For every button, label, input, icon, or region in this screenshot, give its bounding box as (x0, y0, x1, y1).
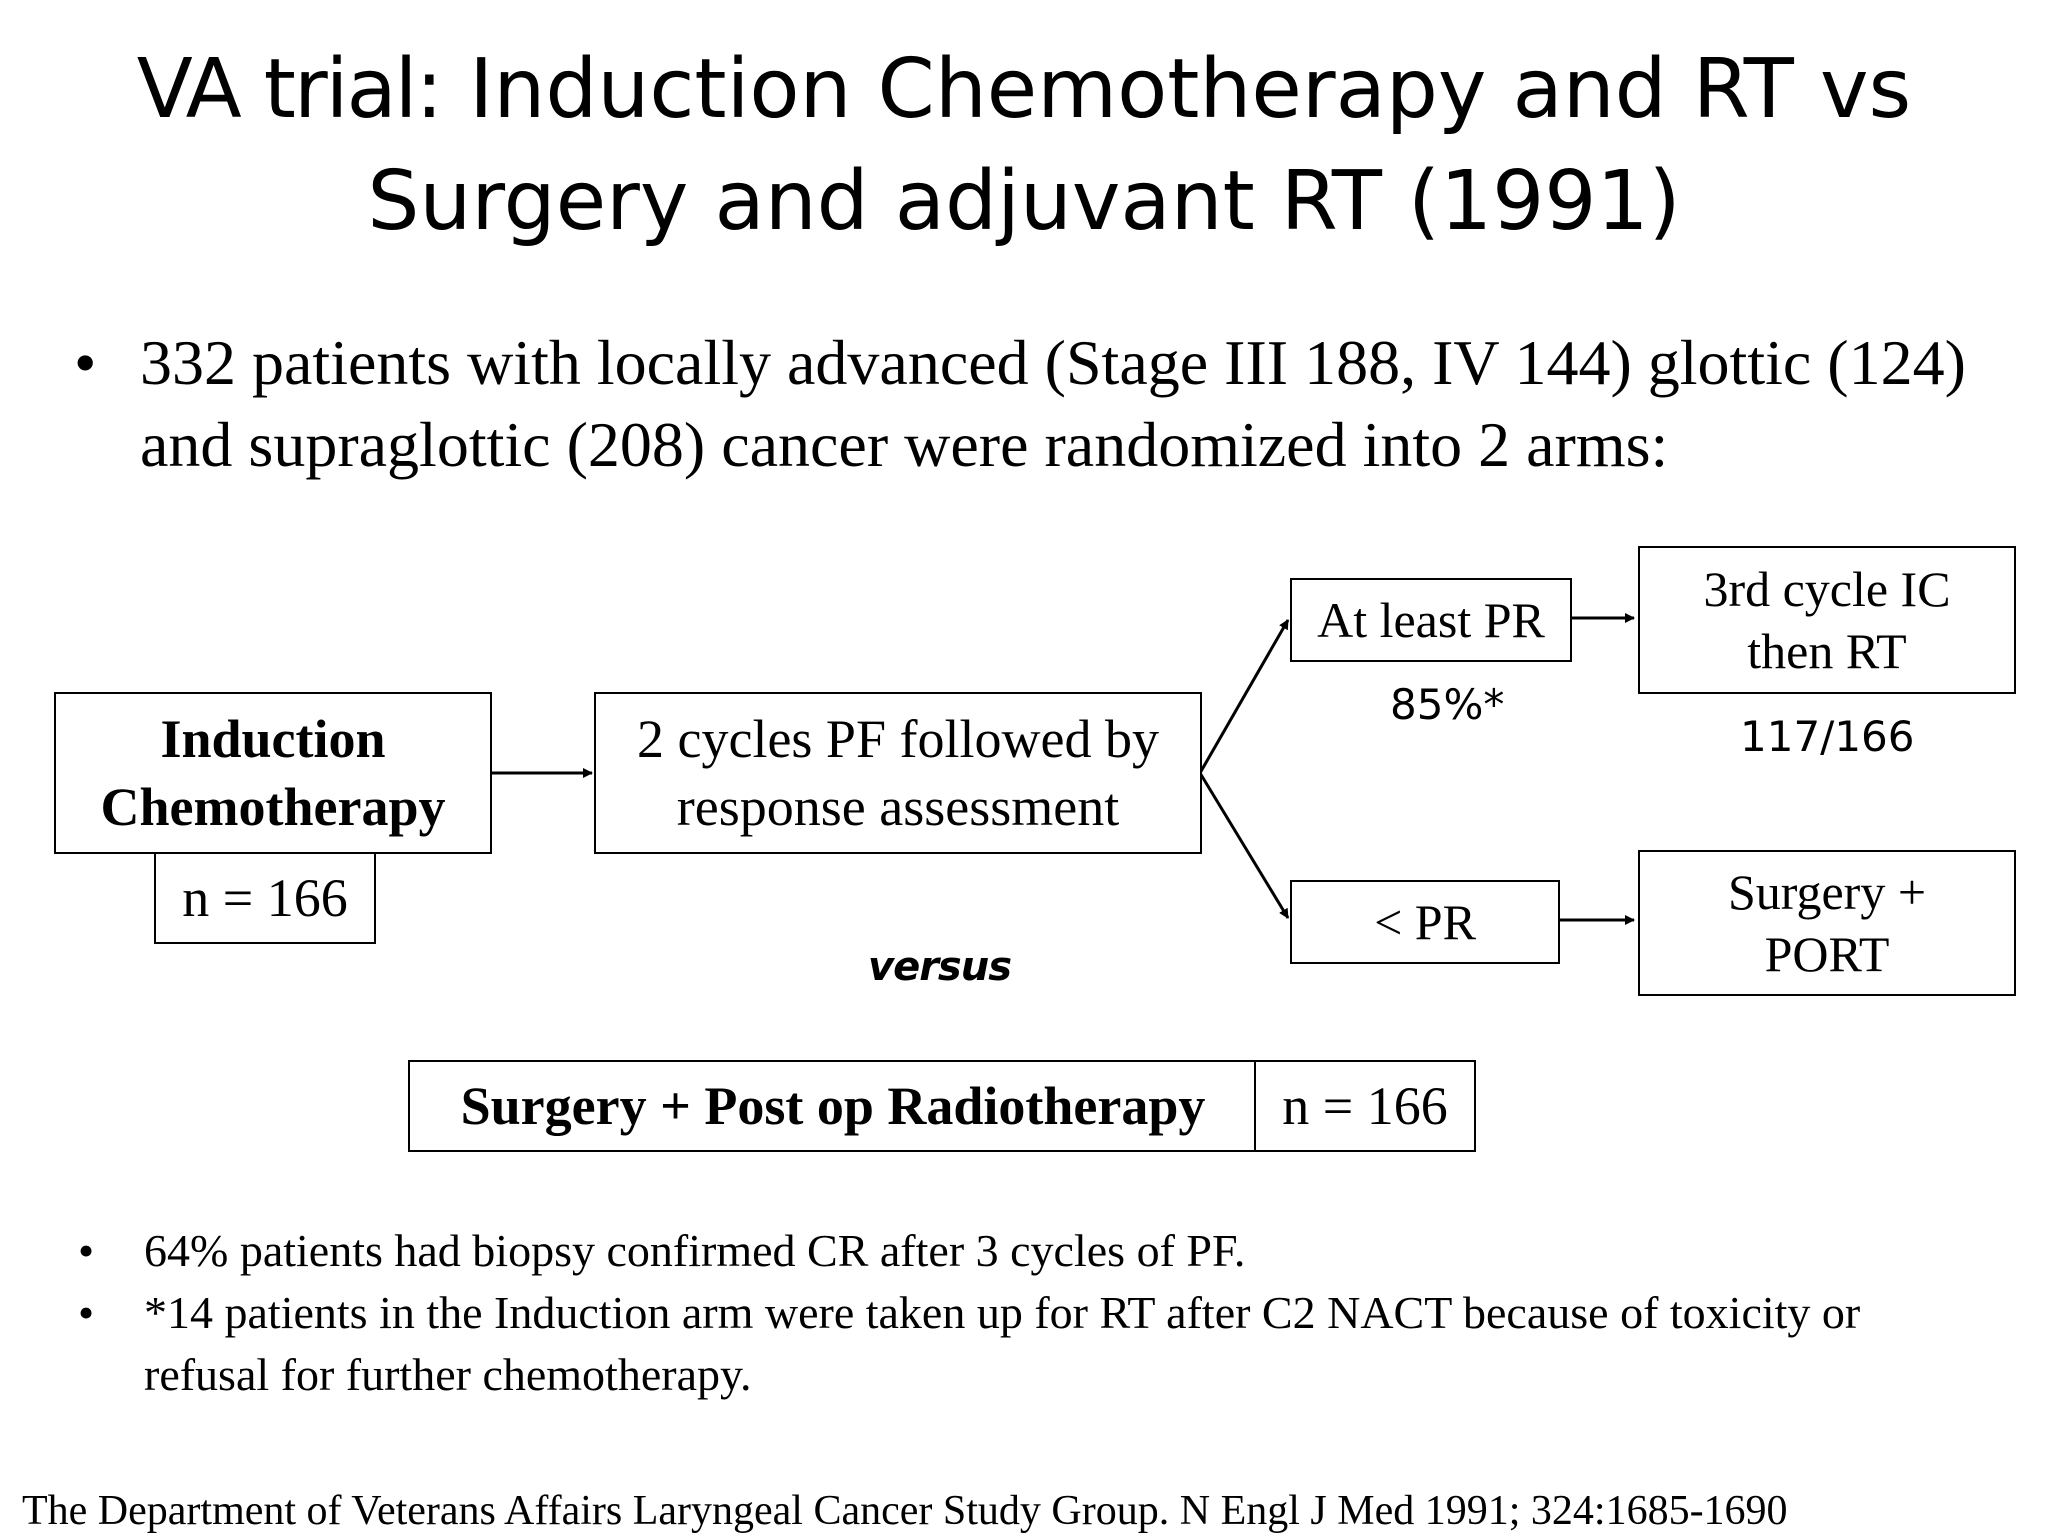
note-item (78, 1282, 1964, 1406)
intro-text: 332 patients with locally advanced (Stage III 188, IV 144) glottic (124) and supraglottic (208) cancer were randomized into 2 arms: (140, 327, 1966, 480)
arrow-pf-to-less-pr (1200, 773, 1288, 918)
pf-assessment-label: 2 cycles PF followed by response assessment (637, 709, 1159, 837)
bullet-icon: • (78, 1287, 95, 1338)
note-text: *14 patients in the Induction arm were taken up for RT after C2 NACT because of toxicity or refusal for further chemotherapy. (144, 1287, 1861, 1400)
title-line-2: Surgery and adjuvant RT (1991) (367, 154, 1681, 249)
at-least-pr-percent: 85%* (1390, 680, 1505, 729)
surgery-arm-box (408, 1060, 1256, 1152)
induction-n-label: n = 166 (182, 868, 348, 928)
surgery-arm-label: Surgery + Post op Radiotherapy (460, 1076, 1206, 1136)
note-item (78, 1220, 1978, 1282)
surgery-port-label: Surgery + PORT (1727, 864, 1927, 982)
surgery-port-box (1638, 850, 2016, 996)
notes-list (78, 1220, 1978, 1406)
citation: The Department of Veterans Affairs Laryngeal Cancer Study Group. N Engl J Med 1991; 324:1685-1690 (22, 1488, 1788, 1534)
bullet-icon: • (74, 327, 97, 398)
title-highlight: VA trial (136, 42, 416, 137)
third-cycle-label: 3rd cycle IC then RT (1703, 561, 1951, 679)
surgery-n-box (1254, 1060, 1476, 1152)
bullet-icon: • (78, 1225, 95, 1276)
pf-assessment-box (594, 692, 1202, 854)
arrow-pf-to-at-least-pr (1200, 620, 1288, 773)
less-pr-label: < PR (1374, 894, 1476, 950)
at-least-pr-label: At least PR (1317, 592, 1545, 648)
note-text: 64% patients had biopsy confirmed CR after 3 cycles of PF. (144, 1225, 1246, 1276)
induction-chemo-label: Induction Chemotherapy (100, 709, 446, 837)
versus-label: versus (868, 944, 1012, 990)
at-least-pr-box (1290, 578, 1572, 662)
surgery-n-label: n = 166 (1282, 1076, 1448, 1136)
induction-chemo-box (54, 692, 492, 854)
induction-n-box (154, 852, 376, 944)
less-pr-box (1290, 880, 1560, 964)
title-rest: : Induction Chemotherapy and RT vs (415, 42, 1912, 137)
third-cycle-count: 117/166 (1740, 712, 1915, 761)
third-cycle-box (1638, 546, 2016, 694)
